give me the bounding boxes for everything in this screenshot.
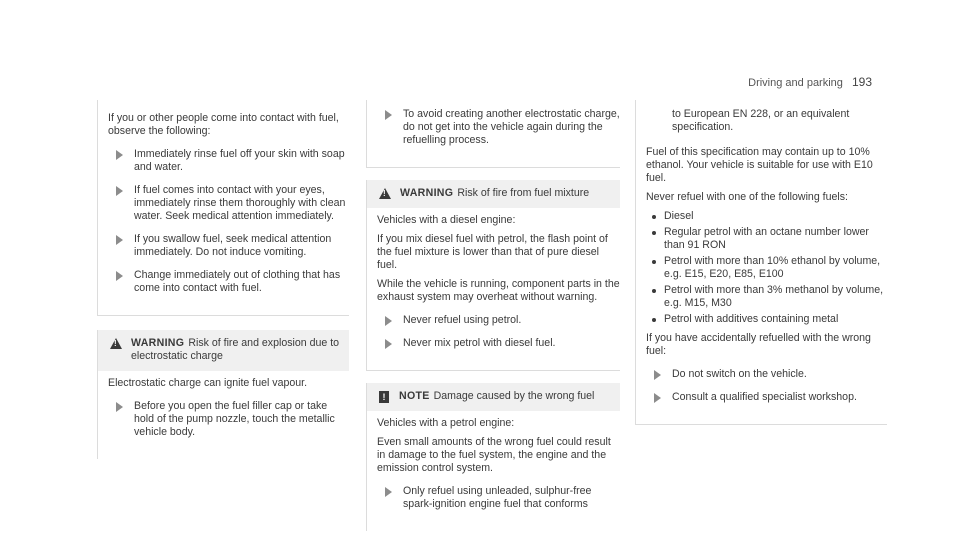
page-number: 193 bbox=[851, 75, 872, 89]
step-item: Never mix petrol with diesel fuel. bbox=[377, 337, 620, 350]
electrostatic-continued-box bbox=[366, 100, 620, 168]
body-text: Fuel of this specification may contain up to 10% ethanol. Your vehicle is suitable for use with E10 fuel. bbox=[646, 146, 873, 184]
body-text: Never refuel with one of the following fuels: bbox=[646, 191, 848, 203]
step-item: Only refuel using unleaded, sulphur-free spark-ignition engine fuel that conforms bbox=[377, 485, 620, 511]
list-item: Petrol with more than 10% ethanol by volume, e.g. E15, E20, E85, E100 bbox=[646, 255, 887, 281]
arrow-icon bbox=[116, 271, 123, 281]
arrow-icon bbox=[116, 402, 123, 412]
list-item: Petrol with additives containing metal bbox=[646, 313, 887, 326]
step-item: Before you open the fuel filler cap or take hold of the pump nozzle, touch the metallic vehicle body. bbox=[108, 400, 349, 439]
warning-header bbox=[98, 330, 349, 371]
arrow-icon bbox=[385, 110, 392, 120]
step-item: If you swallow fuel, seek medical attention immediately. Do not induce vomiting. bbox=[108, 233, 349, 259]
fuel-list bbox=[646, 210, 887, 326]
list-item: Petrol with more than 3% methanol by volume, e.g. M15, M30 bbox=[646, 284, 887, 310]
list-item: Diesel bbox=[646, 210, 887, 223]
warning-title: Risk of fire from fuel mixture bbox=[457, 187, 590, 199]
step-item: To avoid creating another electrostatic charge, do not get into the vehicle again during the refuelling process. bbox=[377, 108, 620, 147]
warning-box-electrostatic bbox=[97, 330, 349, 459]
step-item: Change immediately out of clothing that has come into contact with fuel. bbox=[108, 269, 349, 295]
warning-text: If you mix diesel fuel with petrol, the flash point of the fuel mixture is lower than that of pure diesel fuel. bbox=[377, 233, 608, 271]
intro-text: If you or other people come into contact with fuel, observe the following: bbox=[108, 112, 339, 137]
arrow-icon bbox=[116, 186, 123, 196]
step-item: If fuel comes into contact with your eyes, immediately rinse them thoroughly with clean water. Seek medical attention immediately. bbox=[108, 184, 349, 223]
step-item: Do not switch on the vehicle. bbox=[646, 368, 887, 381]
column-2 bbox=[366, 100, 620, 531]
body-text: If you have accidentally refuelled with the wrong fuel: bbox=[646, 332, 871, 357]
step-item: Immediately rinse fuel off your skin with soap and water. bbox=[108, 148, 349, 174]
page-header bbox=[748, 76, 872, 90]
note-box-wrong-fuel bbox=[366, 383, 620, 531]
section-title: Driving and parking bbox=[748, 77, 843, 89]
note-text: Vehicles with a petrol engine: bbox=[377, 417, 515, 429]
warning-label: WARNING bbox=[131, 337, 185, 349]
step-item: Never refuel using petrol. bbox=[377, 314, 620, 327]
warning-title: Risk of fire and explosion due to electrostatic charge bbox=[131, 337, 340, 362]
warning-triangle-icon bbox=[379, 188, 391, 199]
warning-triangle-icon bbox=[110, 338, 122, 349]
arrow-icon bbox=[654, 370, 661, 380]
warning-header bbox=[367, 180, 620, 208]
note-title: Damage caused by the wrong fuel bbox=[433, 390, 595, 402]
fuel-spec-box bbox=[635, 100, 887, 425]
step-item: Consult a qualified specialist workshop. bbox=[646, 391, 887, 404]
arrow-icon bbox=[385, 339, 392, 349]
column-1 bbox=[97, 100, 349, 459]
arrow-icon bbox=[385, 316, 392, 326]
list-item: Regular petrol with an octane number lower than 91 RON bbox=[646, 226, 887, 252]
warning-label: WARNING bbox=[400, 187, 454, 199]
note-text: Even small amounts of the wrong fuel could result in damage to the fuel system, the engine and the emission control system. bbox=[377, 436, 611, 474]
arrow-icon bbox=[116, 235, 123, 245]
note-header bbox=[367, 383, 620, 411]
warning-text: Electrostatic charge can ignite fuel vapour. bbox=[108, 377, 308, 389]
warning-box-fuel-mixture bbox=[366, 180, 620, 371]
arrow-icon bbox=[116, 150, 123, 160]
note-icon: ! bbox=[379, 391, 389, 403]
note-label: NOTE bbox=[399, 390, 430, 402]
continued-text: to European EN 228, or an equivalent specification. bbox=[672, 108, 850, 133]
warning-text: While the vehicle is running, component parts in the exhaust system may overheat without warning. bbox=[377, 278, 620, 303]
fuel-contact-box bbox=[97, 100, 349, 316]
warning-text: Vehicles with a diesel engine: bbox=[377, 214, 516, 226]
arrow-icon bbox=[385, 487, 392, 497]
arrow-icon bbox=[654, 393, 661, 403]
column-3 bbox=[635, 100, 887, 425]
